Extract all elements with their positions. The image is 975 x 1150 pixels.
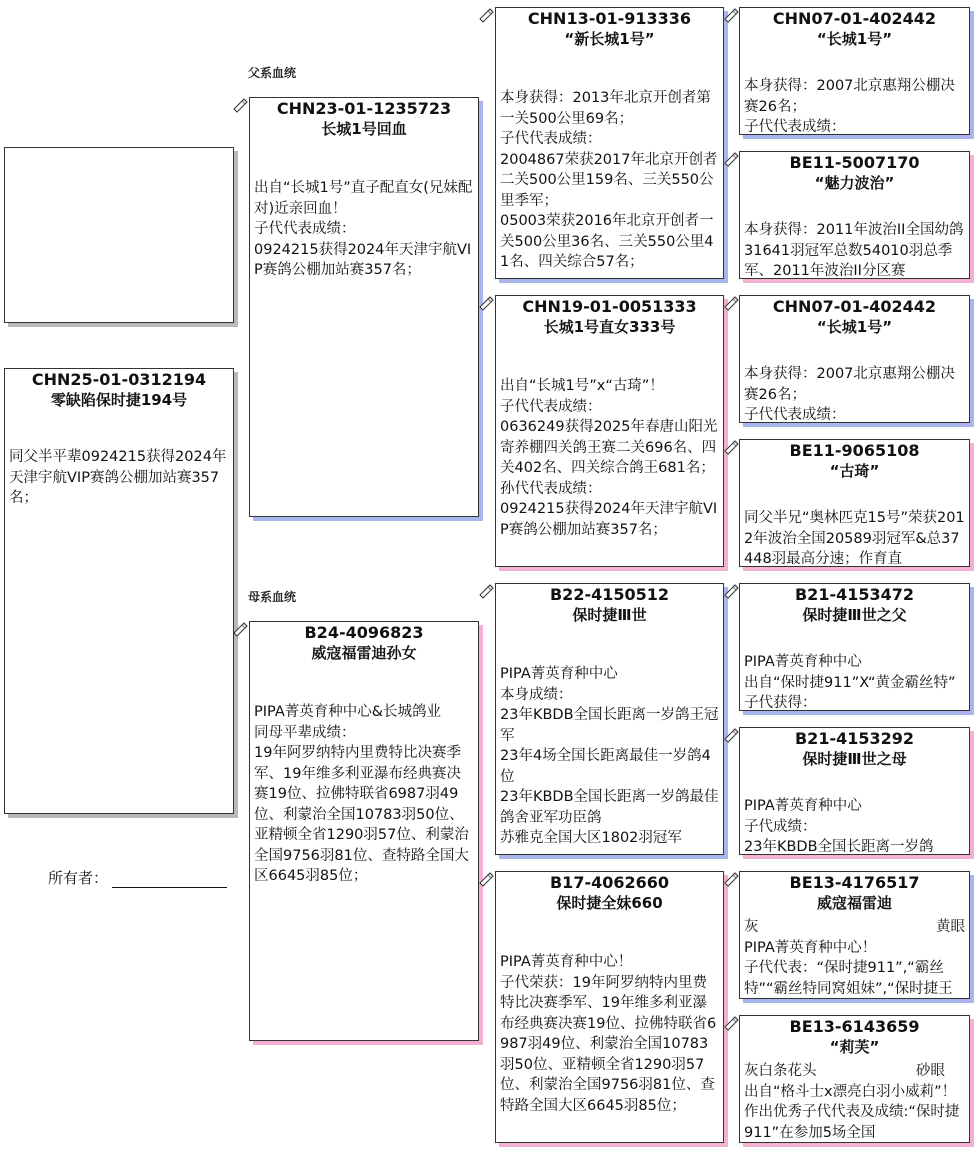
ss-desc: 本身获得：2013年北京开创者第一关500公里69名； 子代代表成绩： 2004867荣获2017年北京开创者二关500公里159名、三关550公里季军； 05003荣获2016年北京开创者一关500公里36名、三关550公里41名、四关综合57名； xyxy=(500,90,718,270)
dsd-desc: PIPA菁英育种中心 子代成绩： 23年KBDB全国长距离一岁鸽 xyxy=(744,798,934,855)
edit-icon[interactable] xyxy=(723,871,739,887)
sds-ring: CHN07-01-402442 xyxy=(772,297,937,316)
ddd-color: 灰白条花头 xyxy=(744,1063,817,1079)
dss-card[interactable] xyxy=(739,583,970,711)
sds-desc: 本身获得：2007北京惠翔公棚决赛26名； 子代代表成绩： xyxy=(744,366,955,423)
edit-icon[interactable] xyxy=(723,439,739,455)
dam-name: 威寇福雷迪孙女 xyxy=(311,644,417,662)
dam-dam-card[interactable] xyxy=(495,871,724,1143)
ddd-eye: 砂眼 xyxy=(916,1063,945,1079)
ds-desc: PIPA菁英育种中心 本身成绩： 23年KBDB全国长距离一岁鸽王冠军 23年4场全国长距离最佳一岁鸽4位 23年KBDB全国长距离一岁鸽最佳鸽舍亚军功臣鸽 苏雅克全国大区1802羽冠军 xyxy=(500,666,719,846)
dss-desc: PIPA菁英育种中心 出自“保时捷911”X“黄金霸丝特” 子代获得： xyxy=(744,654,956,711)
sds-card[interactable] xyxy=(739,295,970,423)
sss-card[interactable] xyxy=(739,7,970,135)
edit-icon[interactable] xyxy=(232,97,248,113)
edit-icon[interactable] xyxy=(232,621,248,637)
dsd-ring: B21-4153292 xyxy=(794,729,915,748)
sss-name: “长城1号” xyxy=(816,30,893,48)
owner-field xyxy=(48,867,227,888)
edit-icon[interactable] xyxy=(723,7,739,23)
owner-label: 所有者： xyxy=(48,869,109,887)
ssd-card[interactable] xyxy=(739,151,970,279)
dd-desc: PIPA菁英育种中心！ 子代荣获：19年阿罗纳特内里费特比决赛季军、19年维多利亚瀑布经典赛决赛19位、拉佛特联省6987羽49位、利蒙治全国10783羽50位、亚精顿全省1290羽57位、利蒙治全国9756羽81位、查特路全国大区6645羽85位； xyxy=(500,954,717,1114)
ds-name: 保时捷Ⅲ世 xyxy=(572,606,647,624)
sire-dam-card[interactable] xyxy=(495,295,724,567)
subject-name: 零缺陷保时捷194号 xyxy=(50,391,188,409)
sdd-desc: 同父半兄“奥林匹克15号”荣获2012年波治全国20589羽冠军&总37448羽最高分速；作育直 xyxy=(744,510,965,567)
subject-card[interactable] xyxy=(4,368,234,814)
dds-color-row xyxy=(744,917,965,938)
sss-ring: CHN07-01-402442 xyxy=(772,9,937,28)
dds-eye: 黄眼 xyxy=(936,919,965,935)
ddd-ring: BE13-6143659 xyxy=(789,1017,920,1036)
edit-icon[interactable] xyxy=(723,1015,739,1031)
edit-icon[interactable] xyxy=(723,151,739,167)
dds-ring: BE13-4176517 xyxy=(789,873,920,892)
edit-icon[interactable] xyxy=(478,583,494,599)
dss-name: 保时捷Ⅲ世之父 xyxy=(802,606,907,624)
sdd-ring: BE11-9065108 xyxy=(789,441,920,460)
sds-name: “长城1号” xyxy=(816,318,893,336)
dsd-name: 保时捷Ⅲ世之母 xyxy=(802,750,907,768)
dss-ring: B21-4153472 xyxy=(794,585,915,604)
sd-name: 长城1号直女333号 xyxy=(543,318,676,336)
ddd-color-row xyxy=(744,1061,965,1082)
ds-ring: B22-4150512 xyxy=(549,585,670,604)
sdd-name: “古琦” xyxy=(829,462,880,480)
ssd-desc: 本身获得：2011年波治II全国幼鸽31641羽冠军总数54010羽总季军、2011年波治II分区赛 xyxy=(744,222,964,279)
ssd-name: “魅力波治” xyxy=(814,174,895,192)
photo-placeholder[interactable] xyxy=(4,147,234,323)
dds-card[interactable] xyxy=(739,871,970,999)
maternal-label: 母系血统 xyxy=(248,590,297,604)
ss-ring: CHN13-01-913336 xyxy=(527,9,692,28)
edit-icon[interactable] xyxy=(723,295,739,311)
ssd-ring: BE11-5007170 xyxy=(789,153,920,172)
edit-icon[interactable] xyxy=(478,871,494,887)
sire-ring: CHN23-01-1235723 xyxy=(276,99,452,118)
dds-name: 威寇福雷迪 xyxy=(816,894,892,912)
owner-line[interactable] xyxy=(112,869,227,888)
ss-name: “新长城1号” xyxy=(564,30,655,48)
dam-ring: B24-4096823 xyxy=(304,623,424,642)
sire-name: 长城1号回血 xyxy=(321,120,407,138)
dds-color: 灰 xyxy=(744,919,759,935)
ddd-card[interactable] xyxy=(739,1015,970,1143)
edit-icon[interactable] xyxy=(723,727,739,743)
sdd-card[interactable] xyxy=(739,439,970,567)
ddd-name: “莉芙” xyxy=(829,1038,880,1056)
dam-desc: PIPA菁英育种中心&长城鸽业 同母平辈成绩： 19年阿罗纳特内里费特比决赛季军、19年维多利亚瀑布经典赛决赛19位、拉佛特联省6987羽49位、利蒙治全国10783羽50位、亚精顿全省1290羽57位、利蒙治全国9756羽81位、查特路全国大区6645羽85位； xyxy=(254,704,469,884)
subject-ring: CHN25-01-0312194 xyxy=(31,370,207,389)
dsd-card[interactable] xyxy=(739,727,970,855)
sire-sire-card[interactable] xyxy=(495,7,724,279)
ddd-desc: 出自“格斗士x漂亮白羽小威莉”！作出优秀子代代表及成绩:“保时捷911”在参加5场全国 xyxy=(744,1083,960,1141)
edit-icon[interactable] xyxy=(723,583,739,599)
sss-desc: 本身获得：2007北京惠翔公棚决赛26名； 子代代表成绩： xyxy=(744,78,955,135)
sd-desc: 出自“长城1号”x“古琦”！ 子代代表成绩： 0636249获得2025年春唐山阳光寄养棚四关鸽王赛二关696名、四关402名、四关综合鸽王681名； 孙代代表成绩： 0924215获得2024年天津宇航VIP赛鸽公棚加站赛357名； xyxy=(500,378,718,538)
paternal-label: 父系血统 xyxy=(248,66,297,80)
dam-card[interactable] xyxy=(249,621,479,1041)
subject-desc: 同父半平辈0924215获得2024年天津宇航VIP赛鸽公棚加站赛357名； xyxy=(9,449,227,506)
sd-ring: CHN19-01-0051333 xyxy=(522,297,697,316)
edit-icon[interactable] xyxy=(478,7,494,23)
dds-desc: PIPA菁英育种中心！ 子代代表：“保时捷911”,“霸丝特”“霸丝特同窝姐妹”,“保时捷王 xyxy=(744,939,953,997)
sire-card[interactable] xyxy=(249,97,479,517)
sire-desc: 出自“长城1号”直子配直女(兄妹配对)近亲回血！ 子代代表成绩： 0924215获得2024年天津宇航VIP赛鸽公棚加站赛357名； xyxy=(254,180,473,278)
edit-icon[interactable] xyxy=(478,295,494,311)
dd-name: 保时捷全妹660 xyxy=(556,894,663,912)
dam-sire-card[interactable] xyxy=(495,583,724,855)
dd-ring: B17-4062660 xyxy=(549,873,670,892)
